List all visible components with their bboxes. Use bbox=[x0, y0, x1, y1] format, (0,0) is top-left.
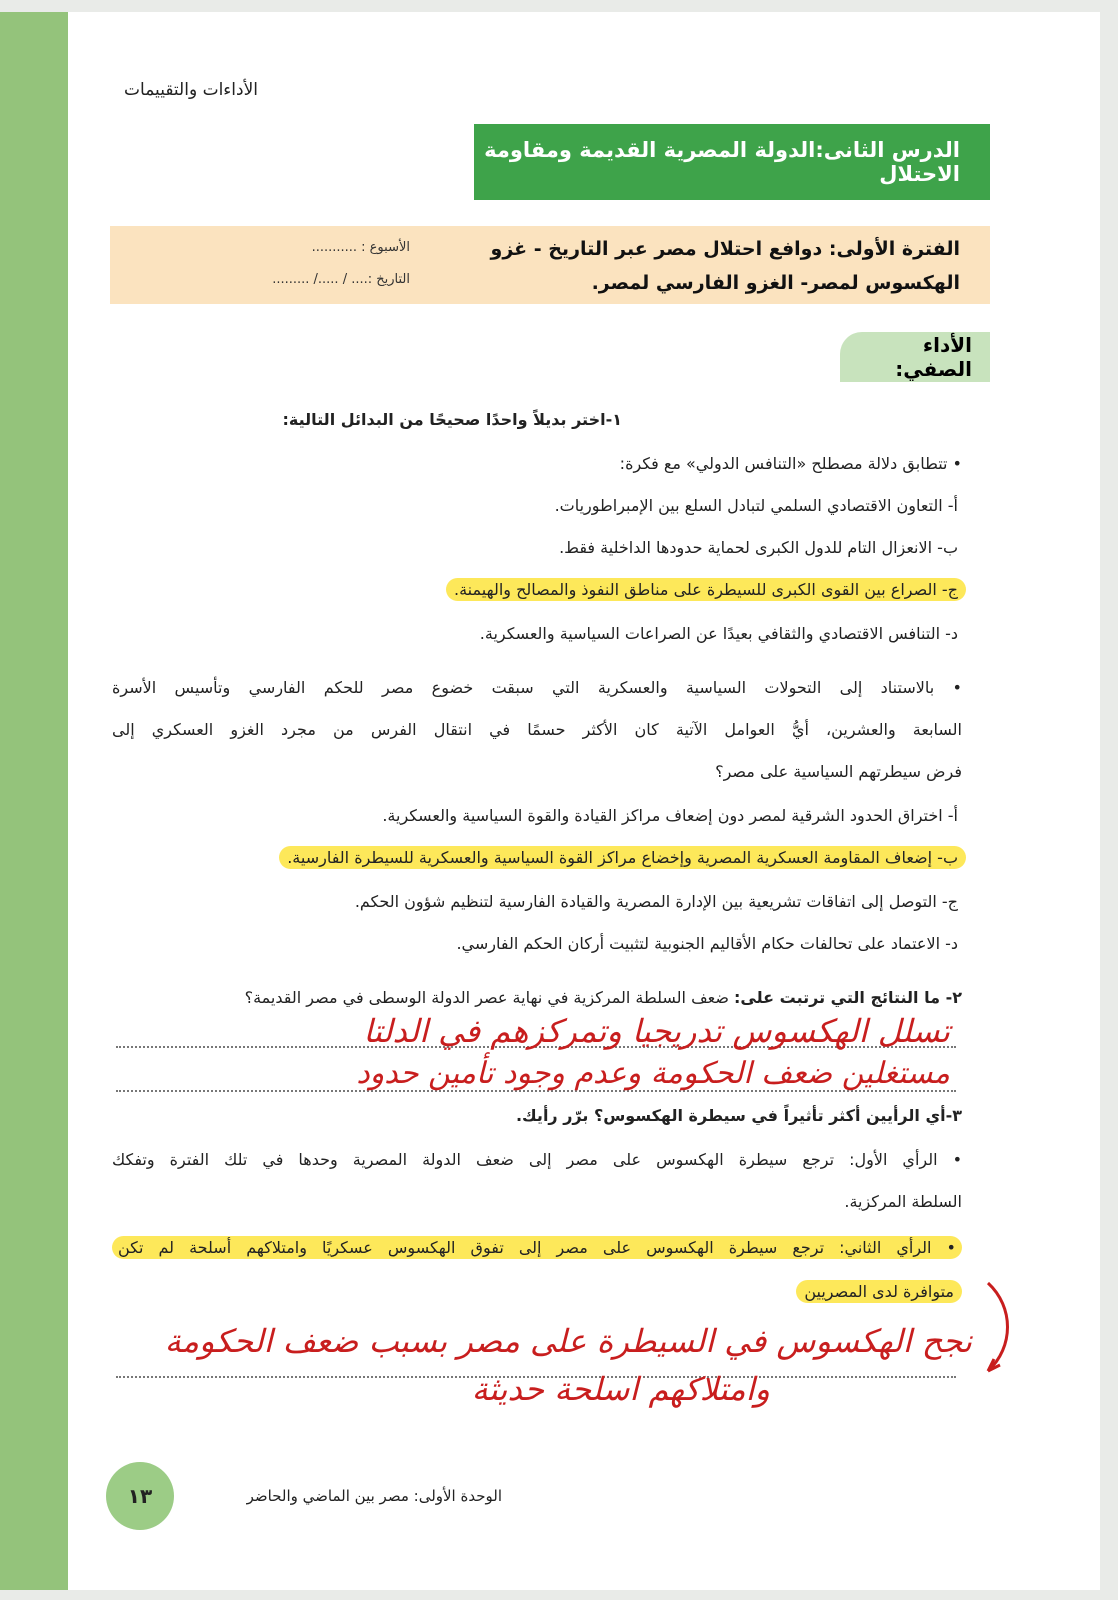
q1-item1-option-c bbox=[446, 580, 966, 599]
q1-item1-stem: • تتطابق دلالة مصطلح «التنافس الدولي» مع فكرة: bbox=[619, 454, 962, 473]
q2-handwritten-line2: مستغلين ضعف الحكومة وعدم وجود تأمين حدود bbox=[356, 1056, 950, 1091]
period-box bbox=[110, 226, 990, 304]
q1-item1-option-d: د- التنافس الاقتصادي والثقافي بعيدًا عن الصراعات السياسية والعسكرية. bbox=[479, 624, 958, 643]
q2-handwritten-line1: تسلل الهكسوس تدريجيا وتمركزهم في الدلتا bbox=[363, 1012, 950, 1050]
page-number-badge bbox=[106, 1462, 174, 1530]
worksheet-page bbox=[0, 12, 1100, 1590]
section-title bbox=[840, 332, 990, 382]
q3-handwritten-line2: وامتلاكهم اسلحة حديثة bbox=[471, 1370, 770, 1408]
q3-opinion1-line2: السلطة المركزية. bbox=[844, 1192, 962, 1211]
q1-item2-option-c: ج- التوصل إلى اتفاقات تشريعية بين الإدارة المصرية والقيادة الفارسية لتنظيم شؤون الحكم. bbox=[354, 892, 958, 911]
q3-opinion1-line1: • الرأي الأول: ترجع سيطرة الهكسوس على مصر إلى ضعف الدولة المصرية وحدها في تلك الفترة وتفكك bbox=[112, 1150, 962, 1169]
section-title-text: الأداء الصفي: bbox=[895, 333, 972, 381]
q3-handwritten-line1: نجح الهكسوس في السيطرة على مصر بسبب ضعف الحكومة bbox=[164, 1322, 972, 1360]
footer-unit: الوحدة الأولى: مصر بين الماضي والحاضر bbox=[246, 1487, 502, 1505]
q2-text: ضعف السلطة المركزية في نهاية عصر الدولة الوسطى في مصر القديمة؟ bbox=[244, 988, 735, 1007]
q3-title: ٣-أي الرأيين أكثر تأثيراً في سيطرة الهكسوس؟ برّر رأيك. bbox=[515, 1106, 962, 1125]
side-color-strip bbox=[0, 12, 68, 1590]
page-number: ١٣ bbox=[127, 1484, 153, 1508]
highlighted-answer: ج- الصراع بين القوى الكبرى للسيطرة على مناطق النفوذ والمصالح والهيمنة. bbox=[446, 578, 966, 601]
handwritten-arrow-icon bbox=[980, 1277, 1020, 1377]
q1-title: ١-اختر بديلاً واحدًا صحيحًا من البدائل التالية: bbox=[282, 410, 622, 429]
q1-item1-option-b: ب- الانعزال التام للدول الكبرى لحماية حدودها الداخلية فقط. bbox=[559, 538, 958, 557]
highlighted-answer: • الرأي الثاني: ترجع سيطرة الهكسوس على مصر إلى تفوق الهكسوس عسكريًا وامتلاكهم أسلحة لم تكن bbox=[112, 1236, 962, 1259]
q1-item1-option-a: أ- التعاون الاقتصادي السلمي لتبادل السلع بين الإمبراطوريات. bbox=[554, 496, 958, 515]
q1-item2-stem-line2: السابعة والعشرين، أيُّ العوامل الآتية كان الأكثر حسمًا في انتقال الفرس من مجرد الغزو العسكري إلى bbox=[112, 720, 962, 739]
period-title: الفترة الأولى: دوافع احتلال مصر عبر التاريخ - غزو الهكسوس لمصر- الغزو الفارسي لمصر. bbox=[490, 238, 960, 294]
week-field: الأسبوع : ........... bbox=[311, 240, 410, 255]
lesson-title-box bbox=[474, 124, 990, 200]
q1-item2-option-b bbox=[279, 848, 966, 867]
q3-opinion2-line2 bbox=[796, 1282, 962, 1301]
q1-item2-option-d: د- الاعتماد على تحالفات حكام الأقاليم الجنوبية لتثبيت أركان الحكم الفارسي. bbox=[456, 934, 958, 953]
q2-question bbox=[245, 988, 962, 1007]
q1-item2-stem-line1: • بالاستناد إلى التحولات السياسية والعسكرية التي سبقت خضوع مصر للحكم الفارسي وتأسيس الأسرة bbox=[112, 678, 962, 697]
lesson-title: الدرس الثانى:الدولة المصرية القديمة ومقاومة الاحتلال bbox=[484, 138, 960, 186]
date-field: التاريخ :.... / ...../ ......... bbox=[272, 272, 410, 287]
q3-opinion2-line1 bbox=[112, 1238, 962, 1257]
q1-item2-option-a: أ- اختراق الحدود الشرقية لمصر دون إضعاف مراكز القيادة والقوة السياسية والعسكرية. bbox=[382, 806, 958, 825]
q2-label: ٢- ما النتائج التي ترتبت على: bbox=[734, 988, 962, 1007]
highlighted-answer: متوافرة لدى المصريين bbox=[796, 1280, 962, 1303]
q1-item2-stem-line3: فرض سيطرتهم السياسية على مصر؟ bbox=[715, 762, 962, 781]
top-label: الأداءات والتقييمات bbox=[124, 80, 258, 100]
highlighted-answer: ب- إضعاف المقاومة العسكرية المصرية وإخضاع مراكز القوة السياسية والعسكرية للسيطرة الفارسية. bbox=[279, 846, 966, 869]
